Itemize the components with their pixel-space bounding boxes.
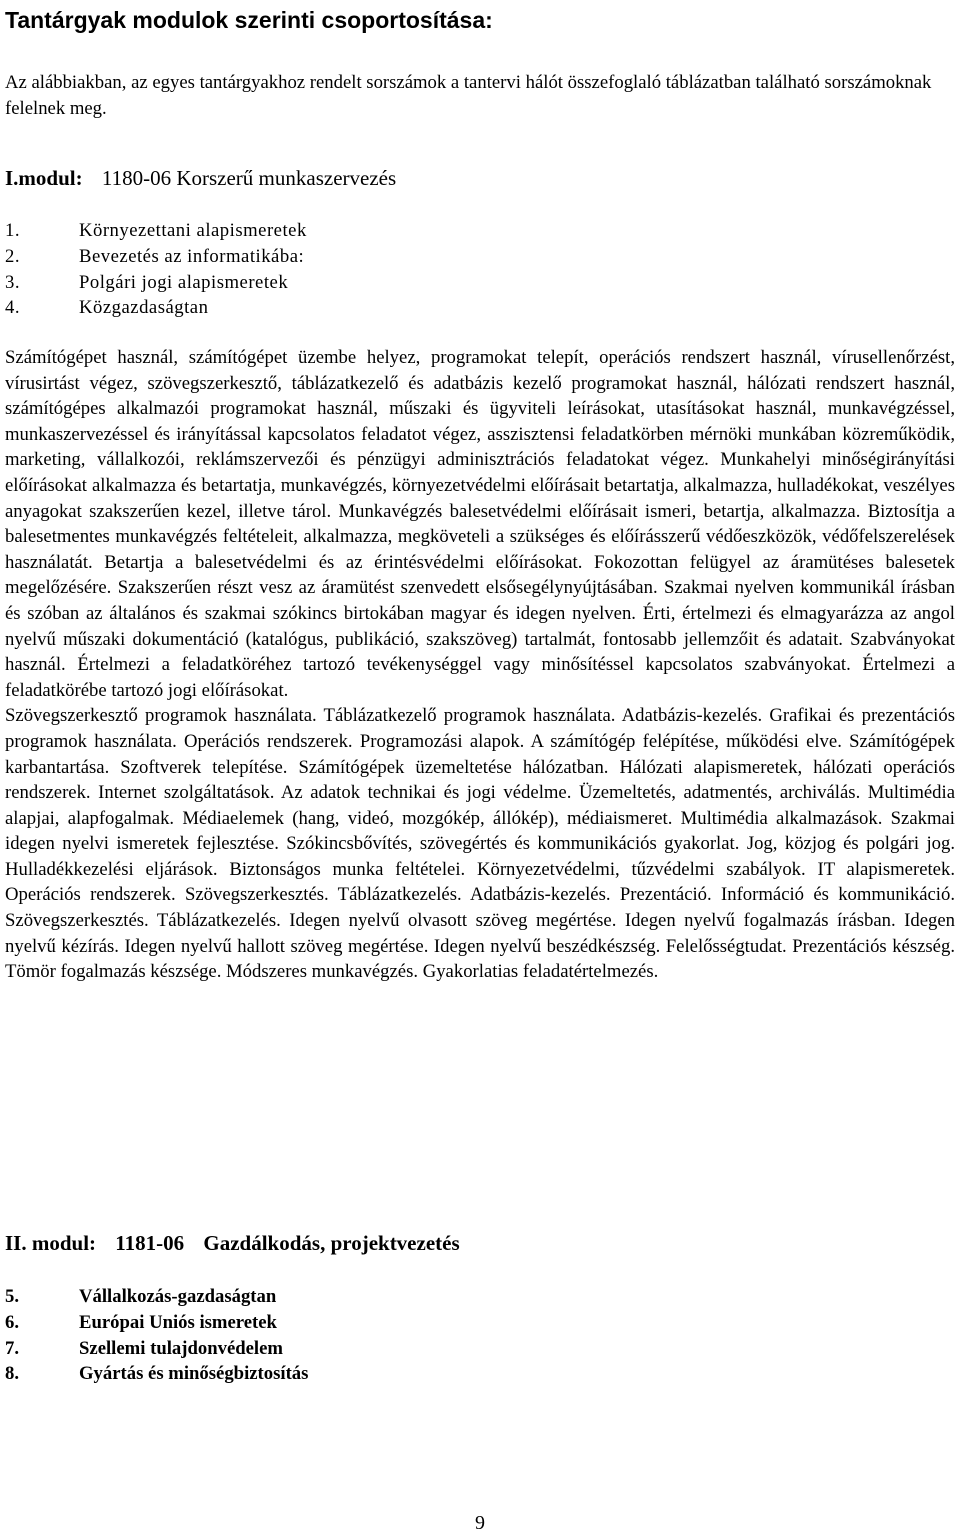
module-2-name: Gazdálkodás, projektvezetés (203, 1231, 460, 1255)
subject-name: Gyártás és minőségbiztosítás (79, 1363, 309, 1385)
subject-number: 5. (5, 1286, 20, 1307)
module-1-name: Korszerű munkaszervezés (176, 166, 397, 190)
module-2-label: II. modul: (5, 1231, 97, 1255)
subject-name: Vállalkozás-gazdaságtan (79, 1286, 277, 1307)
list-item (5, 218, 705, 244)
list-item (5, 1284, 705, 1310)
page-title: Tantárgyak modulok szerinti csoportosítása: (5, 7, 493, 33)
list-item (5, 244, 705, 270)
list-item (5, 295, 705, 321)
subject-number: 3. (5, 271, 21, 293)
subject-number: 6. (5, 1311, 20, 1333)
list-item (5, 1310, 705, 1336)
subject-name: Európai Uniós ismeretek (79, 1311, 277, 1333)
page-number: 9 (475, 1512, 485, 1534)
module-2-subject-list (5, 1284, 705, 1387)
module-2-code: 1181-06 (115, 1231, 185, 1255)
subject-number: 2. (5, 245, 21, 267)
subject-number: 1. (5, 220, 21, 241)
module-2-heading (5, 1229, 460, 1257)
subject-number: 4. (5, 297, 21, 319)
list-item (5, 1336, 705, 1362)
subject-number: 7. (5, 1337, 20, 1359)
list-item (5, 1361, 705, 1387)
intro-paragraph: Az alábbiakban, az egyes tantárgyakhoz rendelt sorszámok a tantervi hálót összefoglaló táblázatban található sorszámoknak felelnek meg. (5, 72, 932, 119)
subject-name: Polgári jogi alapismeretek (79, 271, 289, 293)
subject-number: 8. (5, 1363, 20, 1385)
module-1-heading (5, 165, 396, 191)
module-1-code: 1180-06 (101, 166, 172, 190)
module-1-description (5, 345, 955, 985)
topics-paragraph: Szövegszerkesztő programok használata. Táblázatkezelő programok használata. Adatbázis-kezelés. Grafikai és prezentációs programok használata. Operációs rendszerek. Programozási alapok. A számítógép felépítése, működési elve. Számítógépek karbantartása. Szoftverek telepítése. Számítógépek üzemeltetése hálózatban. Hálózati alapismeretek, hálózati operációs rendszerek. Internet szolgáltatások. Az adatok technikai és jogi védelme. Üzemeltetés, adatmentés, archiválás. Multimédia alapjai, alapfogalmak. Médiaelemek (hang, videó, mozgókép, állókép), médiaismeret. Multimédia alkalmazások. Szakmai idegen nyelvi ismeretek fejlesztése. Szókincsbővítés, szövegértés és kommunikációs gyakorlat. Jog, közjog és polgári jog. Hulladékkezelési eljárások. Biztonságos munka feltételei. Környezetvédelmi, tűzvédelmi szabályok. IT alapismeretek. Operációs rendszerek. Szövegszerkesztés. Táblázatkezelés. Adatbázis-kezelés. Prezentáció. Információ és kommunikáció. Szövegszerkesztés. Táblázatkezelés. Idegen nyelvű olvasott szöveg megértése. Idegen nyelvű fogalmazás írásban. Idegen nyelvű kézírás. Idegen nyelvű hallott szöveg megértése. Idegen nyelvű beszédkészség. Felelősségtudat. Prezentációs készség. Tömör fogalmazás készsége. Módszeres munkavégzés. Gyakorlatias feladatértelmezés. (5, 705, 955, 983)
list-item (5, 270, 705, 296)
module-1-subject-list (5, 218, 705, 321)
competencies-paragraph: Számítógépet használ, számítógépet üzembe helyez, programokat telepít, operációs rendszert használ, vírusellenőrzést, vírusirtást végez, szövegszerkesztő, táblázatkezelő és adatbázis kezelő programokat használ, hálózati rendszert használ, számítógépes alkalmazói programokat használ, műszaki és ügyviteli leírásokat, utasításokat használ, munkavégzéssel, munkaszervezéssel és irányítással kapcsolatos feladatot végez, asszisztensi feladatkörben mérnöki munkában közreműködik, marketing, vállalkozói, reklámszervezői és pénzügyi adminisztrációs feladatokat végez. Munkahelyi minőségirányítási előírásokat alkalmazza és betartatja, munkavégzés, környezetvédelmi előírásait betartatja, alkalmazza, hulladékokat, veszélyes anyagokat szakszerűen kezel, illetve tárol. Munkavégzés balesetvédelmi előírásait ismeri, betartja, alkalmazza. Biztosítja a balesetmentes munkavégzés feltételeit, alkalmazza, megköveteli a szükséges és előírásszerű védőeszközök, védőfelszerelések használatát. Betartja a balesetvédelmi és az érintésvédelmi előírásokat. Fokozottan felügyel az áramütéses balesetek megelőzésére. Szakszerűen részt vesz az áramütést szenvedett elsősegélynyújtásában. Szakmai nyelven kommunikál írásban és szóban az általános és szakmai szókincs birtokában magyar és idegen nyelven. Érti, értelmezi és elmagyarázza az angol nyelvű műszaki dokumentáció (katalógus, publikáció, szakszöveg) tartalmát, fontosabb jellemzőit és adatait. Szabványokat használ. Értelmezi a feladatköréhez tartozó tevékenységgel vagy minősítéssel kapcsolatos szabványokat. Értelmezi a feladatkörébe tartozó jogi előírásokat. (5, 347, 955, 701)
module-1-label: I.modul: (5, 166, 83, 190)
subject-name: Szellemi tulajdonvédelem (79, 1337, 283, 1359)
subject-name: Bevezetés az informatikába: (79, 245, 305, 267)
subject-name: Közgazdaságtan (79, 297, 209, 319)
subject-name: Környezettani alapismeretek (79, 220, 307, 241)
